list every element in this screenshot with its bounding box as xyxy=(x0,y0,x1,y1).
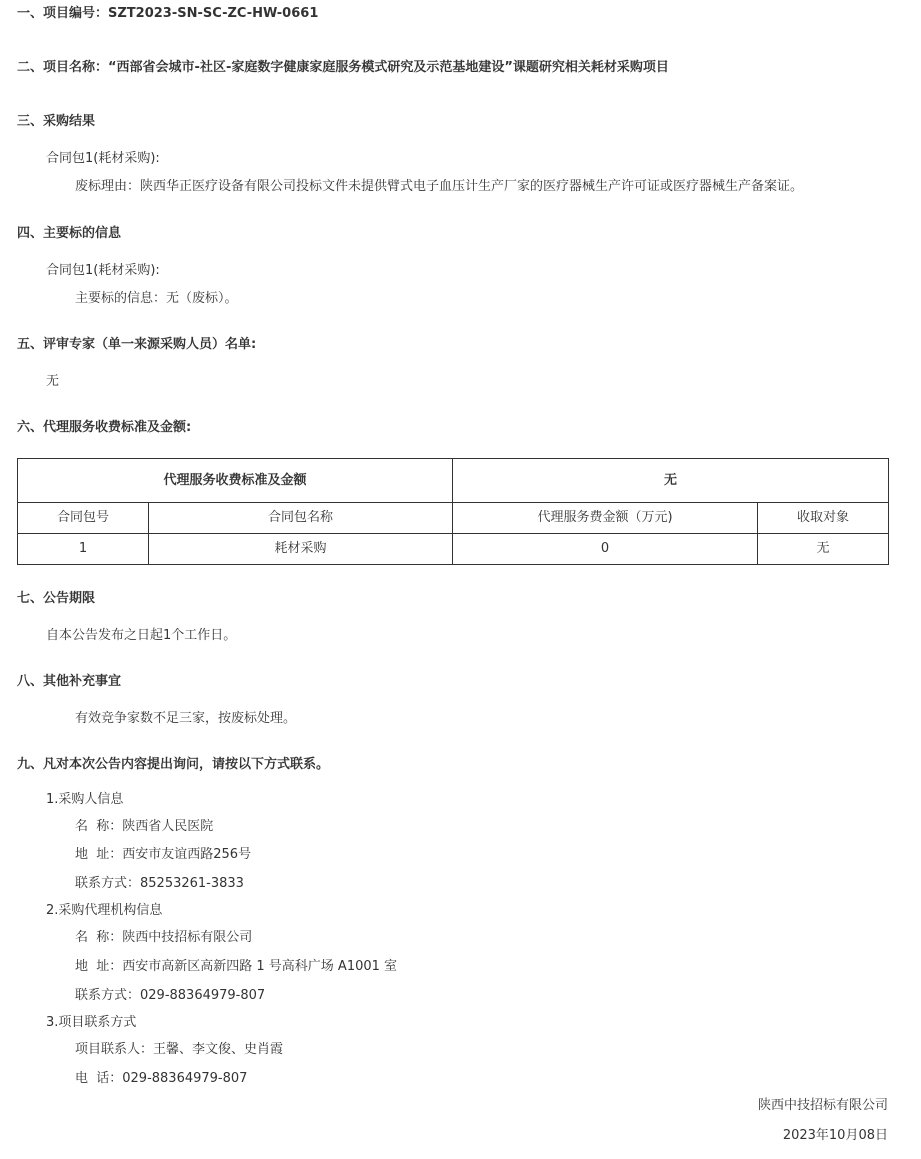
fee-table-cell: 0 xyxy=(453,534,758,565)
fee-table-top-left: 代理服务收费标准及金额 xyxy=(18,459,453,503)
table-row xyxy=(18,534,889,565)
fee-table-header: 收取对象 xyxy=(758,503,889,534)
fee-table-header-row xyxy=(18,503,889,534)
project-name-line xyxy=(17,59,669,77)
agency-address: 地 址：西安市高新区高新四路 1 号高科广场 A1001 室 xyxy=(75,959,398,974)
fee-table-cell: 无 xyxy=(758,534,889,565)
main-items-detail: 主要标的信息：无（废标）。 xyxy=(75,291,238,306)
other-detail: 有效竞争家数不足三家，按废标处理。 xyxy=(75,711,297,726)
section-heading-main-items: 四、主要标的信息 xyxy=(17,226,122,241)
project-contact-title: 3.项目联系方式 xyxy=(46,1015,137,1030)
experts-detail: 无 xyxy=(46,374,60,389)
result-package: 合同包1(耗材采购): xyxy=(46,151,160,166)
main-items-package: 合同包1(耗材采购): xyxy=(46,263,160,278)
project-name-label: 二、项目名称： xyxy=(17,60,109,75)
fee-table-cell: 耗材采购 xyxy=(149,534,453,565)
fee-table-top-right: 无 xyxy=(453,459,889,503)
fee-table-cell: 1 xyxy=(18,534,149,565)
project-name-value: “西部省会城市-社区-家庭数字健康家庭服务模式研究及示范基地建设”课题研究相关耗材采购项目 xyxy=(108,60,669,75)
agency-name: 名 称：陕西中技招标有限公司 xyxy=(75,930,253,945)
fee-table-header: 合同包号 xyxy=(18,503,149,534)
section-heading-other: 八、其他补充事宜 xyxy=(17,674,122,689)
footer-date: 2023年10月08日 xyxy=(782,1128,888,1143)
footer-company: 陕西中技招标有限公司 xyxy=(757,1098,888,1113)
fee-table-header: 代理服务费金额（万元) xyxy=(453,503,758,534)
fee-table xyxy=(17,458,889,565)
section-heading-result: 三、采购结果 xyxy=(17,114,96,129)
fee-table-header: 合同包名称 xyxy=(149,503,453,534)
project-contact-people: 项目联系人：王馨、李文俊、史肖霞 xyxy=(75,1042,284,1057)
section-heading-contact: 九、凡对本次公告内容提出询问，请按以下方式联系。 xyxy=(17,757,330,772)
section-heading-fee: 六、代理服务收费标准及金额: xyxy=(17,420,192,435)
fee-table-top-row xyxy=(18,459,889,503)
buyer-address: 地 址：西安市友谊西路256号 xyxy=(75,847,252,862)
buyer-contact: 联系方式：85253261-3833 xyxy=(75,876,244,891)
project-contact-phone: 电 话：029-88364979-807 xyxy=(75,1071,248,1086)
result-detail: 废标理由：陕西华正医疗设备有限公司投标文件未提供臂式电子血压计生产厂家的医疗器械生产许可证或医疗器械生产备案证。 xyxy=(75,179,804,194)
project-number-label: 一、项目编号： xyxy=(17,6,109,21)
buyer-name: 名 称：陕西省人民医院 xyxy=(75,819,214,834)
agency-info-title: 2.采购代理机构信息 xyxy=(46,903,163,918)
project-number-line xyxy=(17,5,318,23)
period-detail: 自本公告发布之日起1个工作日。 xyxy=(46,628,237,643)
section-heading-period: 七、公告期限 xyxy=(17,591,96,606)
project-number-value: SZT2023-SN-SC-ZC-HW-0661 xyxy=(108,6,319,21)
buyer-info-title: 1.采购人信息 xyxy=(46,792,124,807)
section-heading-experts: 五、评审专家（单一来源采购人员）名单: xyxy=(17,337,257,352)
agency-contact: 联系方式：029-88364979-807 xyxy=(75,988,266,1003)
